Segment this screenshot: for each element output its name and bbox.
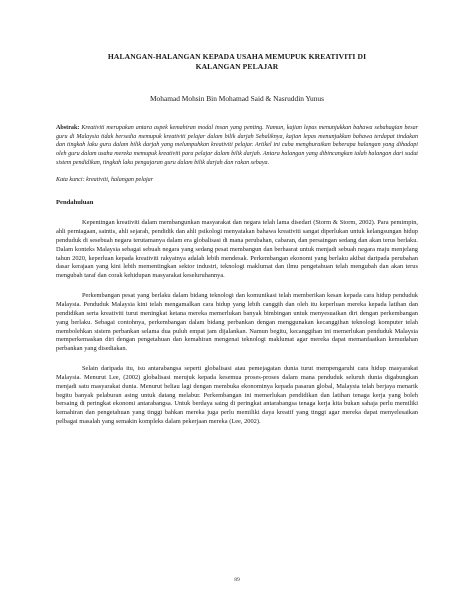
- title-line-2: KALANGAN PELAJAR: [195, 62, 279, 71]
- paper-title: [56, 52, 418, 72]
- body-paragraph-3: Selain daripada itu, isu antarabangsa seperti globalisasi atau pemejagatan dunia turut mempengaruhi cara hidup masyarakat Malaysia. Menurut Lee, (2002) globalisasi merujuk kepada kesemua proses-proses dalam mana penduduk seluruh dunia digabungkan menjadi satu masyarakat dunia. Menurut beliau lagi dengan membuka ekonominya kepada pasaran global, Malaysia telah berjaya menarik begitu banyak pelaburan asing untuk datang melabur. Perkembangan ini memerlukan pendidikan dan latihan tenaga kerja yang boleh bersaing di peringkat ekonomi antarabangsa. Untuk berdaya saing di peringkat antarabangsa tenaga kerja kita bukan sahaja perlu memiliki kemahiran dan pengetahuan yang tinggi bahkan mereka juga perlu memiliki daya kreatif yang tinggi agar mereka dapat menyelesaikan pelbagai masalah yang semakin kompleks dalam pekerjaan mereka (Lee, 2002).: [56, 365, 418, 426]
- abstract-label: Abstrak:: [56, 125, 80, 131]
- abstract: [56, 124, 418, 168]
- title-line-1: HALANGAN-HALANGAN KEPADA USAHA MEMUPUK KREATIVITI DI: [107, 52, 367, 61]
- keywords: Kata kunci: kreativiti, halangan pelajar: [56, 176, 154, 183]
- body-paragraph-1: Kepentingan kreativiti dalam membangunkan masyarakat dan negara telah lama disedari (Storm & Storm, 2002). Para pemimpin, ahli perniagaan, saintis, ahli sejarah, pendidik dan ahli psikologi menyatakan bahawa kreativiti sangat diperlukan untuk kelangsungan hidup penduduk di sesebuah negara terutamanya dalam era globalisasi di mana perubahan, cabaran, dan persaingan sedang dan akan terus berlaku. Dalam konteks Malaysia sebagai sebuah negara yang sedang pesat membangun dan berhasrat untuk menjadi sebuah negara maju menjelang tahun 2020, keperluan kepada kreativiti rakyatnya adalah lebih mendesak. Perkembangan ekonomi yang berlaku akibat daripada perubahan dasar kerajaan yang kini lebih mementingkan sektor industri, teknologi maklumat dan ilmu pengetahuan telah mengubah dan akan terus mengubah taraf dan corak kehidupan masyarakat keseluruhannya.: [56, 219, 418, 280]
- author-names: Mohamad Mohsin Bin Mohamad Said & Nasruddin Yunus: [149, 94, 324, 103]
- section-heading: Pendahuluan: [56, 199, 94, 207]
- abstract-text: Kreativiti merupakan antara aspek kemahiran modal insan yang penting. Namun, kajian lepas menunjukkan bahawa sebahagian besar guru di Malaysia tidak bersedia memupuk kreativiti pelajar dalam bilik darjah Sebaliknya, kajian lepas menunjukkan bahawa terdapat tindakan dan tingkah laku guru dalam bilik darjah yang melumpuhkan kreativiti pelajar. Artikel ini cuba menghuraikan beberapa halangan yang dihadapi oleh guru dalam usaha mereka memupuk kreativiti para pelajar dalam bilik darjah. Antara halangan yang dibincangkan ialah halangan dari sudut sistem pendidikan, tingkah laku pengajaran guru dalam bilik darjah dan rakan sebaya.: [56, 125, 418, 166]
- page-number: 89: [234, 577, 240, 583]
- body-paragraph-2: Perkembangan pesat yang berlaku dalam bidang teknologi dan komunikasi telah memberikan kesan kepada cara hidup penduduk Malaysia. Penduduk Malaysia kini telah mengamalkan cara hidup yang lebih canggih dan oleh itu keperluan mereka kepada latihan dan pendidikan serta kreativiti turut meningkat ketana mereka memerlukan banyak bimbingan untuk menyesuaikan diri dengan perkembangan yang berlaku. Sebagai contohnya, perkembangan dalam bidang perbankan dengan menggunakan kecanggihan teknologi komputer telah membolehkan sistem perbankan selama dua puluh empat jam dijalankan. Namun begitu, kecanggihan ini memerlukan penduduk Malaysia memperkemaskan diri dengan pengetahuan dan kemahiran mengenai teknologi maklumat agar mereka dapat memanfaatkan kemudahan perbankan yang disediakan.: [56, 292, 418, 353]
